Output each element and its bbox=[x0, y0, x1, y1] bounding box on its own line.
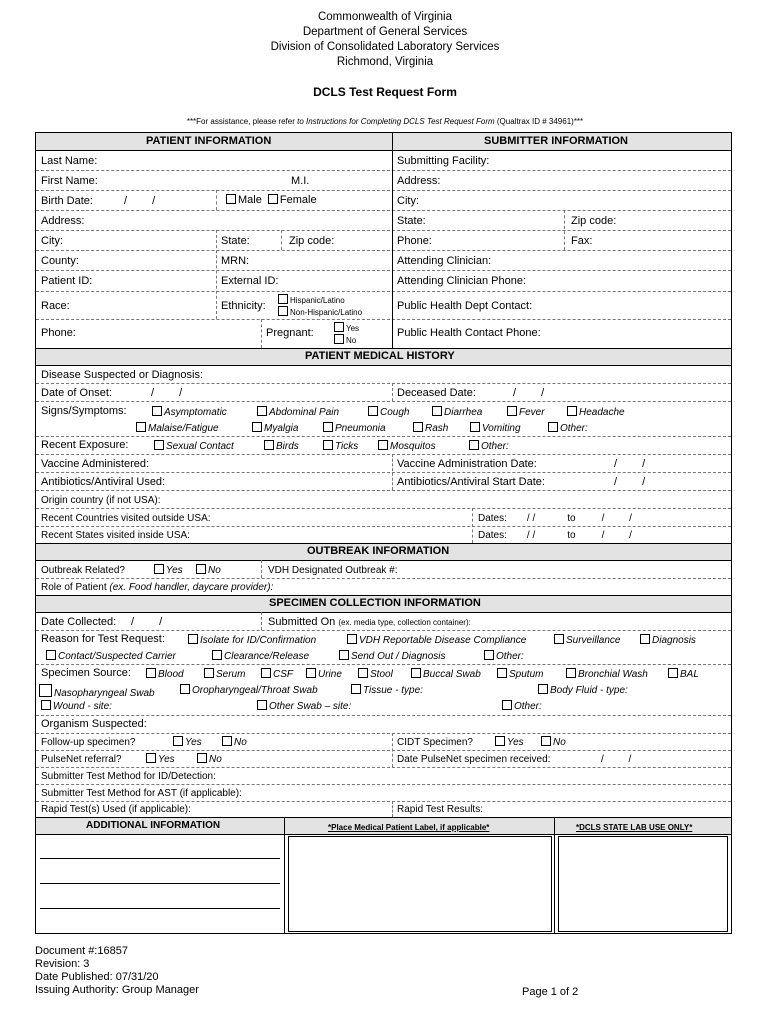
non-hispanic-checkbox[interactable] bbox=[278, 306, 288, 316]
sex-options[interactable] bbox=[226, 194, 317, 207]
patient-city-label: City: bbox=[41, 235, 63, 247]
reason-other[interactable]: Other: bbox=[484, 650, 524, 663]
followup-label: Follow-up specimen? bbox=[41, 737, 136, 748]
reason-contact[interactable]: Contact/Suspected Carrier bbox=[46, 650, 176, 663]
header-line-4: Richmond, Virginia bbox=[336, 56, 434, 68]
role-of-patient-label: Role of Patient (ex. Food handler, daycare provider): bbox=[41, 582, 274, 593]
symptom-fever[interactable]: Fever bbox=[507, 406, 545, 419]
symptom-myalgia[interactable]: Myalgia bbox=[252, 422, 298, 435]
countries-visited-label: Recent Countries visited outside USA: bbox=[41, 513, 211, 524]
patient-info-heading: PATIENT INFORMATION bbox=[146, 135, 272, 147]
submitted-on-label: Submitted On (ex. media type, collection container): bbox=[268, 616, 471, 628]
symptom-pneumonia[interactable]: Pneumonia bbox=[323, 422, 386, 435]
method-id-label: Submitter Test Method for ID/Detection: bbox=[41, 771, 216, 782]
source-blood[interactable]: Blood bbox=[146, 668, 184, 681]
symptom-vomiting[interactable]: Vomiting bbox=[470, 422, 521, 435]
symptom-headache[interactable]: Headache bbox=[567, 406, 625, 419]
submitter-state-label: State: bbox=[397, 215, 426, 227]
birth-date-label: Birth Date: bbox=[41, 195, 93, 207]
patient-phone-label: Phone: bbox=[41, 327, 76, 339]
patient-zip-label: Zip code: bbox=[289, 235, 335, 247]
issuing-authority: Issuing Authority: Group Manager bbox=[35, 984, 199, 996]
outbreak-yes[interactable]: Yes bbox=[154, 564, 183, 577]
onset-slashes: / / bbox=[151, 387, 183, 399]
submitter-fax-label: Fax: bbox=[571, 235, 593, 247]
submitter-info-heading: SUBMITTER INFORMATION bbox=[484, 135, 629, 147]
source-oro[interactable]: Oropharyngeal/Throat Swab bbox=[180, 684, 318, 697]
vaccine-date-label: Vaccine Administration Date: bbox=[397, 458, 537, 470]
pregnant-yes-checkbox[interactable] bbox=[334, 322, 344, 332]
symptom-abdominal-pain[interactable]: Abdominal Pain bbox=[257, 406, 339, 419]
reason-clearance[interactable]: Clearance/Release bbox=[212, 650, 309, 663]
form-title: DCLS Test Request Form bbox=[313, 85, 457, 99]
source-buccal[interactable]: Buccal Swab bbox=[411, 668, 481, 681]
onset-label: Date of Onset: bbox=[41, 387, 112, 399]
race-label: Race: bbox=[41, 300, 70, 312]
birth-date-slashes: / / bbox=[124, 195, 156, 207]
ph-contact-phone-label: Public Health Contact Phone: bbox=[397, 327, 541, 339]
antibiotics-label: Antibiotics/Antiviral Used: bbox=[41, 476, 166, 488]
female-checkbox[interactable] bbox=[268, 194, 278, 204]
pulsenet-label: PulseNet referral? bbox=[41, 754, 122, 765]
source-other-swab[interactable]: Other Swab – site: bbox=[257, 700, 351, 713]
first-name-label: First Name: bbox=[41, 175, 98, 187]
submitting-facility-label: Submitting Facility: bbox=[397, 155, 490, 167]
deceased-slashes: / / bbox=[513, 387, 545, 399]
reason-surveillance[interactable]: Surveillance bbox=[554, 634, 620, 647]
reason-diagnosis[interactable]: Diagnosis bbox=[640, 634, 696, 647]
lab-use-only-heading: *DCLS STATE LAB USE ONLY* bbox=[576, 823, 693, 832]
exposure-other[interactable]: Other: bbox=[469, 440, 509, 453]
ethnicity-label: Ethnicity: bbox=[221, 300, 266, 312]
source-urine[interactable]: Urine bbox=[306, 668, 342, 681]
symptom-rash[interactable]: Rash bbox=[413, 422, 448, 435]
followup-yes[interactable]: Yes bbox=[173, 736, 202, 749]
hispanic-checkbox[interactable] bbox=[278, 294, 288, 304]
symptom-diarrhea[interactable]: Diarrhea bbox=[432, 406, 482, 419]
collected-slashes: / / bbox=[131, 616, 163, 628]
mrn-label: MRN: bbox=[221, 255, 250, 267]
source-wound[interactable]: Wound - site: bbox=[41, 700, 112, 713]
source-other[interactable]: Other: bbox=[502, 700, 542, 713]
source-body-fluid[interactable]: Body Fluid - type: bbox=[538, 684, 628, 697]
lab-use-area bbox=[558, 836, 728, 932]
assistance-note: ***For assistance, please refer to Instructions for Completing DCLS Test Request Form (Qualtrax ID # 34961)*** bbox=[186, 117, 584, 126]
states-dates-label: Dates: / / to / / bbox=[478, 530, 632, 541]
male-label: Male bbox=[238, 194, 262, 206]
specimen-source-label: Specimen Source: bbox=[41, 667, 131, 679]
ethnicity-options[interactable]: Hispanic/Latino Non-Hispanic/Latino bbox=[278, 294, 362, 318]
ph-contact-label: Public Health Dept Contact: bbox=[397, 300, 533, 312]
reason-label: Reason for Test Request: bbox=[41, 633, 165, 645]
header-line-2: Department of General Services bbox=[302, 26, 468, 38]
submitter-phone-label: Phone: bbox=[397, 235, 432, 247]
patient-label-area[interactable] bbox=[288, 836, 552, 932]
antibiotics-date-slashes: / / bbox=[614, 476, 646, 488]
patient-state-label: State: bbox=[221, 235, 250, 247]
reason-send-out[interactable]: Send Out / Diagnosis bbox=[339, 650, 446, 663]
request-form bbox=[35, 132, 732, 934]
pregnant-label: Pregnant: bbox=[266, 327, 314, 339]
revision: Revision: 3 bbox=[35, 958, 90, 970]
date-collected-label: Date Collected: bbox=[41, 616, 117, 628]
exposure-sexual-contact[interactable]: Sexual Contact bbox=[154, 440, 234, 453]
mi-label: M.I. bbox=[291, 175, 310, 187]
outbreak-related-label: Outbreak Related? bbox=[41, 565, 125, 576]
vaccine-date-slashes: / / bbox=[614, 458, 646, 470]
symptom-asymptomatic[interactable]: Asymptomatic bbox=[152, 406, 227, 419]
last-name-label: Last Name: bbox=[41, 155, 98, 167]
rapid-results-label: Rapid Test Results: bbox=[397, 804, 483, 815]
specimen-heading: SPECIMEN COLLECTION INFORMATION bbox=[269, 597, 481, 609]
date-published: Date Published: 07/31/20 bbox=[35, 971, 159, 983]
cidt-label: CIDT Specimen? bbox=[397, 737, 473, 748]
additional-info-heading: ADDITIONAL INFORMATION bbox=[86, 820, 221, 831]
pulsenet-date-slashes: / / bbox=[601, 754, 632, 765]
pregnant-options[interactable]: Yes No bbox=[334, 322, 359, 346]
outbreak-heading: OUTBREAK INFORMATION bbox=[307, 545, 450, 557]
pulsenet-no[interactable]: No bbox=[197, 753, 222, 766]
page-number: Page 1 of 2 bbox=[522, 986, 579, 998]
method-ast-label: Submitter Test Method for AST (if applicable): bbox=[41, 788, 242, 799]
attending-clinician-label: Attending Clinician: bbox=[397, 255, 492, 267]
patient-id-label: Patient ID: bbox=[41, 275, 93, 287]
antibiotics-date-label: Antibiotics/Antiviral Start Date: bbox=[397, 476, 545, 488]
followup-no[interactable]: No bbox=[222, 736, 247, 749]
organism-label: Organism Suspected: bbox=[41, 718, 147, 730]
deceased-label: Deceased Date: bbox=[397, 387, 476, 399]
vaccine-label: Vaccine Administered: bbox=[41, 458, 150, 470]
document-number: Document #:16857 bbox=[35, 945, 128, 957]
symptom-malaise[interactable]: Malaise/Fatigue bbox=[136, 422, 219, 435]
disease-label: Disease Suspected or Diagnosis: bbox=[41, 369, 204, 381]
source-csf[interactable]: CSF bbox=[261, 668, 293, 681]
rapid-tests-label: Rapid Test(s) Used (if applicable): bbox=[41, 804, 191, 815]
origin-country-label: Origin country (if not USA): bbox=[41, 495, 161, 506]
clinician-phone-label: Attending Clinician Phone: bbox=[397, 275, 527, 287]
reason-isolate[interactable]: Isolate for ID/Confirmation bbox=[188, 634, 316, 647]
source-bronchial[interactable]: Bronchial Wash bbox=[566, 668, 648, 681]
cidt-yes[interactable]: Yes bbox=[495, 736, 524, 749]
symptom-cough[interactable]: Cough bbox=[368, 406, 409, 419]
medical-history-heading: PATIENT MEDICAL HISTORY bbox=[305, 350, 455, 362]
header-line-3: Division of Consolidated Laboratory Services bbox=[270, 41, 500, 53]
county-label: County: bbox=[41, 255, 79, 267]
exposure-ticks[interactable]: Ticks bbox=[323, 440, 358, 453]
source-tissue[interactable]: Tissue - type: bbox=[351, 684, 423, 697]
source-stool[interactable]: Stool bbox=[358, 668, 393, 681]
submitter-city-label: City: bbox=[397, 195, 419, 207]
submitter-zip-label: Zip code: bbox=[571, 215, 617, 227]
external-id-label: External ID: bbox=[221, 275, 279, 287]
source-serum[interactable]: Serum bbox=[204, 668, 245, 681]
symptom-other[interactable]: Other: bbox=[548, 422, 588, 435]
states-visited-label: Recent States visited inside USA: bbox=[41, 530, 190, 541]
exposure-mosquitos[interactable]: Mosquitos bbox=[378, 440, 436, 453]
vdh-outbreak-label: VDH Designated Outbreak #: bbox=[268, 565, 398, 576]
male-checkbox[interactable] bbox=[226, 194, 236, 204]
patient-address-label: Address: bbox=[41, 215, 85, 227]
source-sputum[interactable]: Sputum bbox=[497, 668, 543, 681]
pulsenet-date-label: Date PulseNet specimen received: bbox=[397, 754, 551, 765]
exposure-label: Recent Exposure: bbox=[41, 439, 129, 451]
pulsenet-yes[interactable]: Yes bbox=[146, 753, 175, 766]
patient-label-note: *Place Medical Patient Label, if applicable* bbox=[328, 823, 490, 832]
countries-dates-label: Dates: / / to / / bbox=[478, 513, 632, 524]
exposure-birds[interactable]: Birds bbox=[264, 440, 299, 453]
reason-vdh-compliance[interactable]: VDH Reportable Disease Compliance bbox=[347, 634, 526, 647]
header-line-1: Commonwealth of Virginia bbox=[317, 11, 453, 23]
outbreak-no[interactable]: No bbox=[196, 564, 221, 577]
pregnant-no-checkbox[interactable] bbox=[334, 334, 344, 344]
source-naso[interactable]: Nasopharyngeal Swab bbox=[39, 684, 155, 700]
cidt-no[interactable]: No bbox=[541, 736, 566, 749]
source-bal[interactable]: BAL bbox=[668, 668, 699, 681]
signs-label: Signs/Symptoms: bbox=[41, 405, 127, 417]
female-label: Female bbox=[279, 194, 317, 206]
submitter-address-label: Address: bbox=[397, 175, 441, 187]
